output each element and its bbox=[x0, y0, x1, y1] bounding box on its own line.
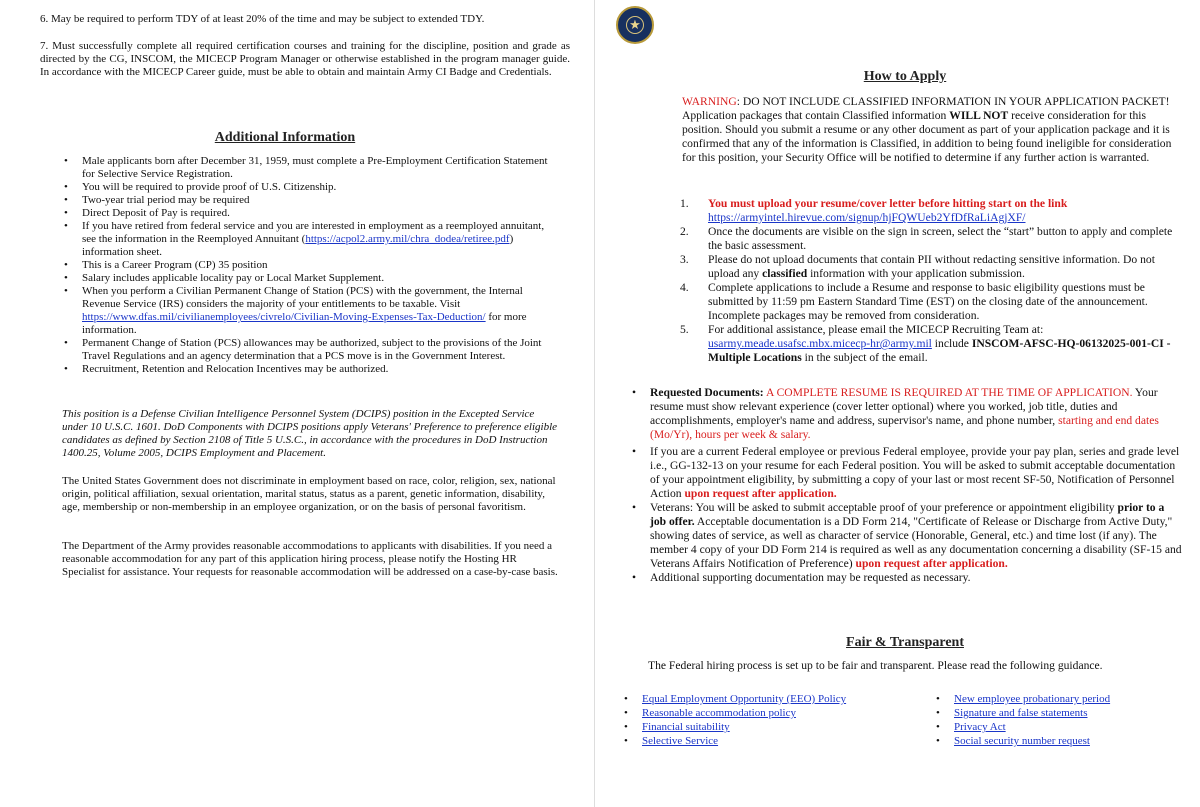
list-item bbox=[932, 720, 1192, 734]
fair-transparent-heading: Fair & Transparent bbox=[846, 635, 964, 650]
fair-intro: The Federal hiring process is set up to be fair and transparent. Please read the following guidance. bbox=[648, 659, 1103, 672]
list-item: • If you have retired from federal service and you are interested in employment as a reemployed annuitant, see the information in the Reemployed Annuitant (https://acpol2.army.mil/chra_dodea/retiree.pdf) information sheet. bbox=[60, 220, 558, 259]
how-to-apply-heading: How to Apply bbox=[863, 69, 947, 84]
right-page bbox=[600, 0, 1200, 807]
additional-information-list bbox=[60, 155, 558, 376]
list-item: • Additional supporting documentation may be requested as necessary. bbox=[628, 571, 1183, 585]
list-item: • If you are a current Federal employee or previous Federal employee, provide your pay plan, series and grade level i.e., GG-132-13 on your resume for each Federal position. You will be asked to submit acceptable documentation of your appointment eligibility, by submitting a copy of your last or most recent SF-50, Notification of Personnel Action upon request after application. bbox=[628, 445, 1183, 501]
list-item: 5. For additional assistance, please email the MICECP Recruiting Team at: usarmy.meade.usafsc.mbx.micecp-hr@army.mil include INSCOM-AFSC-HQ-06132025-001-CI -Multiple Locations in the subject of the email. bbox=[680, 323, 1171, 364]
list-item bbox=[620, 706, 860, 720]
list-item: • Male applicants born after December 31, 1959, must complete a Pre-Employment Certification Statement for Selective Service Registration. bbox=[60, 155, 558, 181]
army-intelligence-emblem-icon bbox=[616, 6, 654, 44]
recruiting-email-link[interactable]: usarmy.meade.usafsc.mbx.micecp-hr@army.mil bbox=[708, 337, 932, 350]
warning-label: WARNING bbox=[682, 95, 737, 108]
ssn-request-link[interactable]: Social security number request bbox=[954, 735, 1090, 747]
warning-paragraph: WARNING: DO NOT INCLUDE CLASSIFIED INFORMATION IN YOUR APPLICATION PACKET! Application packages that contain Classified information WILL NOT receive consideration for this position. Should you submit a resume or any other document as part of your application package and it is confirmed that any of the information is Classified, in addition to being found ineligible for consideration for this position, your Security Office will be notified to determine if any further action is warranted. bbox=[682, 95, 1172, 164]
accommodation-paragraph: The Department of the Army provides reasonable accommodations to applicants with disabilities. If you need a reasonable accommodation for any part of this application hiring process, please notify the Hosting HR Specialist for assistance. Your requests for reasonable accommodation will be addressed on a case-by-case basis. bbox=[62, 540, 558, 578]
list-item bbox=[932, 692, 1192, 706]
list-item: • When you perform a Civilian Permanent Change of Station (PCS) with the government, the Internal Revenue Service (IRS) considers the majority of your entitlements to be taxable. Visit https://www.dfas.mil/civilianemployees/civrelo/Civilian-Moving-Expenses-Tax-Deduction/ for more information. bbox=[60, 285, 558, 337]
requirement-item-7: 7. Must successfully complete all required certification courses and training for the discipline, position and grade as directed by the CG, INSCOM, the MICECP Program Manager or otherwise established in the program manager guide. In accordance with the MICECP Career guide, must be able to obtain and maintain Army CI Badge and Credentials. bbox=[40, 40, 570, 78]
eeo-policy-link[interactable]: Equal Employment Opportunity (EEO) Policy bbox=[642, 693, 847, 705]
fair-links-left bbox=[620, 692, 860, 748]
probationary-period-link[interactable]: New employee probationary period bbox=[954, 693, 1111, 705]
dfas-moving-expenses-link[interactable]: https://www.dfas.mil/civilianemployees/civrelo/Civilian-Moving-Expenses-Tax-Deduction/ bbox=[82, 311, 486, 323]
list-item: • Recruitment, Retention and Relocation Incentives may be authorized. bbox=[60, 363, 558, 376]
list-item: • You will be required to provide proof of U.S. Citizenship. bbox=[60, 181, 558, 194]
retiree-info-link[interactable]: https://acpol2.army.mil/chra_dodea/retiree.pdf bbox=[305, 233, 510, 245]
list-item bbox=[620, 692, 860, 706]
additional-information-heading: Additional Information bbox=[214, 130, 356, 145]
list-item: 3. Please do not upload documents that contain PII without redacting sensitive information. Do not upload any classified information with your application submission. bbox=[680, 253, 1155, 280]
eeo-paragraph: The United States Government does not discriminate in employment based on race, color, religion, sex, national origin, political affiliation, sexual orientation, marital status, status as a parent, genetic information, disability, age, membership or non-membership in an employee organization, or on the basis of personal favoritism. bbox=[62, 475, 556, 513]
requested-documents-list bbox=[628, 386, 1183, 585]
reasonable-accommodation-link[interactable]: Reasonable accommodation policy bbox=[642, 707, 796, 719]
list-item: • Direct Deposit of Pay is required. bbox=[60, 207, 558, 220]
fair-links-right bbox=[932, 692, 1192, 748]
hirevue-signup-link[interactable]: https://armyintel.hirevue.com/signup/hjFQWUeb2YfDfRaLiAgjXF/ bbox=[708, 211, 1026, 224]
list-item bbox=[932, 734, 1192, 748]
page-divider bbox=[594, 0, 595, 807]
list-item: • Two-year trial period may be required bbox=[60, 194, 558, 207]
financial-suitability-link[interactable]: Financial suitability bbox=[642, 721, 730, 733]
list-item: • Salary includes applicable locality pay or Local Market Supplement. bbox=[60, 272, 558, 285]
list-item bbox=[932, 706, 1192, 720]
list-item bbox=[620, 720, 860, 734]
signature-false-statements-link[interactable]: Signature and false statements bbox=[954, 707, 1088, 719]
list-item: • Permanent Change of Station (PCS) allowances may be authorized, subject to the provisions of the Joint Travel Regulations and an agency determination that a PCS move is in the Government Interest. bbox=[60, 337, 558, 363]
list-item: • Requested Documents: A COMPLETE RESUME IS REQUIRED AT THE TIME OF APPLICATION. Your resume must show relevant experience (cover letter optional) where you worked, job title, duties and accomplishments, employer's name and address, supervisor's name, and phone number, starting and end dates (Mo/Yr), hours per week & salary. bbox=[628, 386, 1183, 442]
list-item: 1. You must upload your resume/cover letter before hitting start on the link https://armyintel.hirevue.com/signup/hjFQWUeb2YfDfRaLiAgjXF/ bbox=[680, 197, 1068, 224]
list-item: • Veterans: You will be asked to submit acceptable proof of your preference or appointment eligibility prior to a job offer. Acceptable documentation is a DD Form 214, "Certificate of Release or Discharge from Active Duty," showing dates of service, as well as character of service (Honorable, General, etc.) and time lost (if any). The member 4 copy of your DD Form 214 is required as well as any documentation concerning a disability (SF-15 and Veterans Affairs Notification of Preference) upon request after application. bbox=[628, 501, 1183, 571]
list-item: 2. Once the documents are visible on the sign in screen, select the “start” button to apply and complete the basic assessment. bbox=[680, 225, 1173, 252]
application-steps-list bbox=[680, 197, 1185, 365]
list-item bbox=[620, 734, 860, 748]
privacy-act-link[interactable]: Privacy Act bbox=[954, 721, 1006, 733]
requirement-item-6: 6. May be required to perform TDY of at least 20% of the time and may be subject to extended TDY. bbox=[40, 13, 485, 25]
list-item: • This is a Career Program (CP) 35 position bbox=[60, 259, 558, 272]
selective-service-link[interactable]: Selective Service bbox=[642, 735, 719, 747]
list-item: 4. Complete applications to include a Resume and response to basic eligibility questions must be submitted by 11:59 pm Eastern Standard Time (EST) on the closing date of the announcement. Incomplete packages may be removed from consideration. bbox=[680, 281, 1148, 322]
dcips-note: This position is a Defense Civilian Intelligence Personnel System (DCIPS) position in the Excepted Service under 10 U.S.C. 1601. DoD Components with DCIPS positions apply Veterans' Preference to preference eligible candidates as defined by Section 2108 of Title 5 U.S.C., in accordance with the procedures in DoD Instruction 1400.25, Volume 2005, DCIPS Employment and Placement. bbox=[62, 408, 558, 459]
left-page bbox=[0, 0, 590, 807]
star-icon: ★ bbox=[629, 17, 641, 32]
